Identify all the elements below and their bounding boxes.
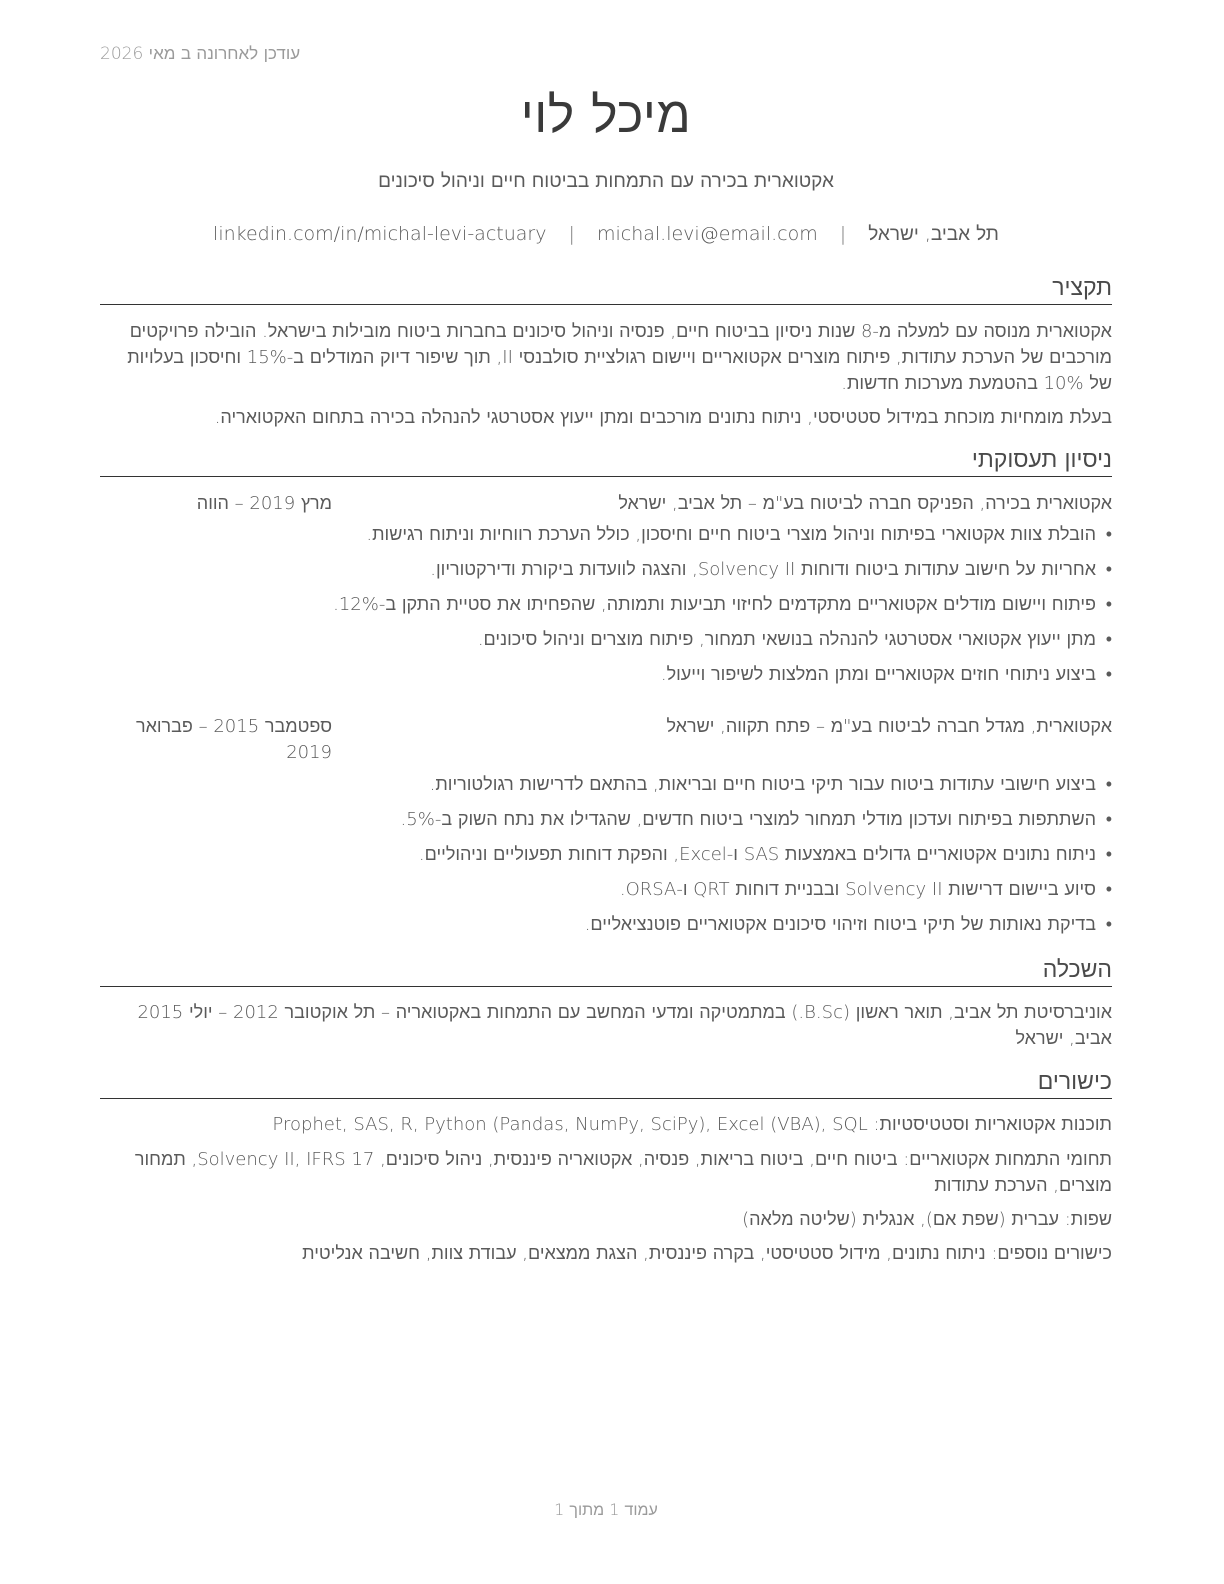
list-item — [100, 627, 1112, 662]
list-item — [100, 912, 1112, 947]
bullet-text: הובלת צוות אקטוארי בפיתוח וניהול מוצרי ביטוח חיים וחיסכון, כולל הערכת רווחיות וניתוח רגישות. — [366, 524, 1096, 545]
list-item — [100, 662, 1112, 697]
list-item — [100, 842, 1112, 877]
bullet-icon: • — [1105, 774, 1112, 795]
bullet-icon: • — [1105, 879, 1112, 900]
resume-page — [100, 0, 1112, 1584]
contact-location: תל אביב, ישראל — [868, 223, 999, 245]
bullet-text: ביצוע ניתוחי חוזים אקטואריים ומתן המלצות לשיפור וייעול. — [660, 664, 1096, 685]
bullet-text: ניתוח נתונים אקטואריים גדולים באמצעות SAS ו-Excel, והפקת דוחות תפעוליים וניהוליים. — [418, 844, 1096, 865]
job-dates: ספטמבר 2015 – פברואר 2019 — [135, 716, 332, 763]
bullet-icon: • — [1105, 809, 1112, 830]
list-item — [100, 592, 1112, 627]
list-item — [100, 557, 1112, 592]
experience-heading: ניסיון תעסוקתי — [100, 445, 1112, 477]
job-title: אקטוארית, מגדל חברה לביטוח בע"מ – פתח תקווה, ישראל — [666, 716, 1112, 737]
skills-item: שפות: עברית (שפת אם), אנגלית (שליטה מלאה) — [742, 1209, 1112, 1230]
list-item — [100, 877, 1112, 912]
bullet-icon: • — [1105, 594, 1112, 615]
page-number: עמוד 1 מתוך 1 — [554, 1500, 658, 1519]
bullet-text: ביצוע חישובי עתודות ביטוח עבור תיקי ביטוח חיים ובריאות, בהתאם לדרישות רגולטוריות. — [429, 774, 1096, 795]
skills-item: כישורים נוספים: ניתוח נתונים, מידול סטטיסטי, בקרה פיננסית, הצגת ממצאים, עבודת צוות, חשיבה אנליטית — [302, 1243, 1112, 1264]
summary-paragraph: בעלת מומחיות מוכחת במידול סטטיסטי, ניתוח נתונים מורכבים ומתן ייעוץ אסטרטגי להנהלה בכירה בתחום האקטואריה. — [214, 407, 1112, 428]
bullet-text: בדיקת נאותות של תיקי ביטוח וזיהוי סיכונים אקטואריים פוטנציאליים. — [584, 914, 1096, 935]
summary-paragraph: אקטוארית מנוסה עם למעלה מ-8 שנות ניסיון בביטוח חיים, פנסיה וניהול סיכונים בחברות ביטוח מובילות בישראל. הובילה פרויקטים מורכבים של הערכת עתודות, פיתוח מוצרים אקטואריים ויישום רגולציית סולבנסי II, תוך שיפור דיוק המודלים ב-15% וחיסכון בעלויות של 10% בהטמעת מערכות חדשות. — [127, 321, 1112, 394]
list-item — [100, 807, 1112, 842]
tagline: אקטוארית בכירה עם התמחות בביטוח חיים וניהול סיכונים — [378, 170, 834, 192]
job-header — [100, 714, 1112, 766]
bullet-text: סיוע ביישום דרישות Solvency II ובבניית דוחות QRT ו-ORSA. — [619, 879, 1096, 900]
bullet-text: השתתפות בפיתוח ועדכון מודלי תמחור למוצרי ביטוח חדשים, שהגדילו את נתח השוק ב-5%. — [400, 809, 1096, 830]
contact-linkedin-link[interactable]: linkedin.com/in/michal-levi-actuary — [213, 223, 547, 245]
job-dates: מרץ 2019 – הווה — [196, 493, 332, 514]
list-item — [100, 522, 1112, 557]
bullet-icon: • — [1105, 664, 1112, 685]
bullet-icon: • — [1105, 844, 1112, 865]
contact-email-link[interactable]: michal.levi@email.com — [596, 223, 818, 245]
skills-item: תחומי התמחות אקטואריים: ביטוח חיים, ביטוח בריאות, פנסיה, אקטואריה פיננסית, ניהול סיכונים, Solvency II, IFRS 17, תמחור מוצרים, הערכת עתודות — [134, 1149, 1112, 1196]
education-entry: אוניברסיטת תל אביב, תואר ראשון (B.Sc.) במתמטיקה ומדעי המחשב עם התמחות באקטואריה – תל אוקטובר 2012 – יולי 2015 אביב, ישראל — [137, 1002, 1112, 1049]
bullet-icon: • — [1105, 629, 1112, 650]
bullet-icon: • — [1105, 914, 1112, 935]
list-item — [100, 772, 1112, 807]
skills-heading: כישורים — [100, 1067, 1112, 1099]
bullet-icon: • — [1105, 524, 1112, 545]
bullet-text: פיתוח ויישום מודלים אקטואריים מתקדמים לחיזוי תביעות ותמותה, שהפחיתו את סטיית התקן ב-12%. — [333, 594, 1096, 615]
contact-separator: | — [839, 223, 847, 245]
job-bullet-list — [100, 522, 1112, 697]
contact-separator: | — [568, 223, 575, 245]
bullet-text: מתן ייעוץ אקטוארי אסטרטגי להנהלה בנושאי תמחור, פיתוח מוצרים וניהול סיכונים. — [477, 629, 1096, 650]
contact-line — [100, 223, 1112, 246]
summary-heading: תקציר — [100, 273, 1112, 305]
bullet-text: אחריות על חישוב עתודות ביטוח ודוחות Solvency II, והצגה לוועדות ביקורת ודירקטוריון. — [430, 559, 1096, 580]
job-title: אקטוארית בכירה, הפניקס חברה לביטוח בע"מ – תל אביב, ישראל — [618, 493, 1112, 514]
bullet-icon: • — [1105, 559, 1112, 580]
education-heading: השכלה — [100, 955, 1112, 987]
skills-item: תוכנות אקטואריות וסטטיסטיות: Prophet, SAS, R, Python (Pandas, NumPy, SciPy), Excel (VBA), SQL — [272, 1114, 1112, 1135]
job-bullet-list — [100, 772, 1112, 947]
last-updated: עודכן לאחרונה ב מאי 2026 — [100, 44, 301, 64]
candidate-name: מיכל לוי — [520, 86, 692, 144]
